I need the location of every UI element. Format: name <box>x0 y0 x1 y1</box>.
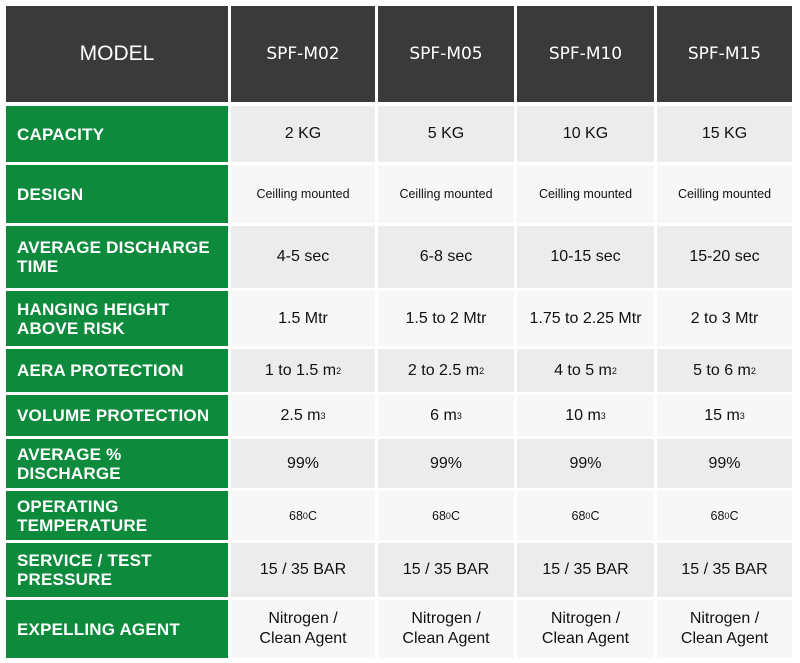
table-cell: 10 m 3 <box>517 395 654 436</box>
model-header-spf-m15: SPF-M15 <box>657 6 792 102</box>
cell-value: 68 <box>571 508 586 523</box>
model-header-spf-m10: SPF-M10 <box>517 6 654 102</box>
table-cell <box>378 291 514 346</box>
row-label-text: DESIGN <box>17 184 84 204</box>
table-cell: 2 to 2.5 m 2 <box>378 349 514 392</box>
table-cell <box>378 165 514 223</box>
cell-value: Nitrogen / Clean Agent <box>402 610 490 647</box>
cell-value: Ceilling mounted <box>538 187 633 201</box>
cell-value: 1.5 Mtr <box>278 309 328 327</box>
table-cell <box>231 439 375 488</box>
table-cell: 68 0 C <box>657 491 792 540</box>
cell-value: 6 m <box>430 406 457 424</box>
cell-value: Nitrogen / Clean Agent <box>541 610 630 647</box>
table-cell <box>657 291 792 346</box>
table-cell: 15 m 3 <box>657 395 792 436</box>
cell-value: 15 m <box>704 406 740 424</box>
model-header-spf-m05: SPF-M05 <box>378 6 514 102</box>
table-cell <box>378 600 514 658</box>
cell-value: Nitrogen / Clean Agent <box>259 610 347 647</box>
table-cell <box>378 543 514 597</box>
table-cell <box>231 106 375 162</box>
table-cell <box>378 106 514 162</box>
table-cell: 1 to 1.5 m 2 <box>231 349 375 392</box>
row-label-text: VOLUME PROTECTION <box>17 406 210 425</box>
row-label <box>6 439 228 488</box>
unit-suffix: C <box>729 508 739 523</box>
row-label <box>6 165 228 223</box>
cell-value: 68 <box>432 508 446 523</box>
cell-value: 2 to 3 Mtr <box>690 309 759 327</box>
row-label-text: AVERAGE % DISCHARGE <box>17 444 122 483</box>
table-cell <box>517 439 654 488</box>
unit-suffix: C <box>450 508 460 523</box>
cell-value: 99% <box>569 454 602 472</box>
unit-suffix: C <box>307 508 317 523</box>
table-cell <box>657 226 792 288</box>
row-label <box>6 349 228 392</box>
cell-value: 99% <box>708 454 741 472</box>
cell-value: 68 <box>289 508 303 523</box>
table-cell <box>231 291 375 346</box>
table-cell: 6 m 3 <box>378 395 514 436</box>
table-cell: 5 to 6 m 2 <box>657 349 792 392</box>
model-header-spf-m02: SPF-M02 <box>231 6 375 102</box>
row-label <box>6 491 228 540</box>
table-cell <box>657 600 792 658</box>
table-cell: 2.5 m 3 <box>231 395 375 436</box>
table-cell <box>657 439 792 488</box>
cell-value: 6-8 sec <box>419 248 473 265</box>
row-label-text: CAPACITY <box>17 124 105 144</box>
cell-value: 99% <box>429 454 463 472</box>
row-label <box>6 291 228 346</box>
cell-value: Ceilling mounted <box>256 187 350 201</box>
unit-suffix: C <box>590 508 600 523</box>
table-cell: 68 0 C <box>517 491 654 540</box>
table-cell <box>378 226 514 288</box>
cell-value: 10-15 sec <box>550 248 621 265</box>
table-cell: 68 0 C <box>378 491 514 540</box>
cell-value: 1 to 1.5 m <box>264 361 337 379</box>
table-cell <box>378 439 514 488</box>
cell-value: 99% <box>286 454 320 472</box>
model-header: MODEL <box>6 6 228 102</box>
cell-value: Ceilling mounted <box>677 187 772 201</box>
cell-value: 2 KG <box>284 125 322 142</box>
row-label-text: AERA PROTECTION <box>17 361 184 380</box>
row-label-text: SERVICE / TEST PRESSURE <box>17 551 152 589</box>
table-cell <box>657 543 792 597</box>
row-label <box>6 600 228 658</box>
table-cell <box>517 165 654 223</box>
table-cell <box>231 543 375 597</box>
row-label-text: OPERATING TEMPERATURE <box>17 496 148 535</box>
row-label <box>6 543 228 597</box>
spec-table <box>6 6 792 658</box>
row-label-text: AVERAGE DISCHARGE TIME <box>17 238 210 276</box>
table-cell <box>517 226 654 288</box>
cell-value: 1.75 to 2.25 Mtr <box>529 309 642 327</box>
table-cell <box>231 165 375 223</box>
cell-value: 15 / 35 BAR <box>542 561 629 578</box>
row-label <box>6 106 228 162</box>
cell-value: 15 / 35 BAR <box>681 561 768 578</box>
cell-value: 68 <box>710 508 725 523</box>
table-cell <box>517 600 654 658</box>
table-cell <box>657 106 792 162</box>
cell-value: 15-20 sec <box>689 248 760 265</box>
cell-value: 15 / 35 BAR <box>402 561 490 578</box>
cell-value: 2.5 m <box>280 406 321 424</box>
cell-value: 15 / 35 BAR <box>259 561 347 578</box>
row-label <box>6 226 228 288</box>
cell-value: 15 KG <box>701 125 748 142</box>
table-cell <box>231 600 375 658</box>
table-cell <box>517 543 654 597</box>
cell-value: 5 to 6 m <box>693 361 751 379</box>
cell-value: 10 m <box>565 406 601 424</box>
cell-value: 2 to 2.5 m <box>407 361 480 379</box>
cell-value: 4-5 sec <box>276 248 330 265</box>
row-label-text: EXPELLING AGENT <box>17 619 180 639</box>
table-cell <box>657 165 792 223</box>
cell-value: 4 to 5 m <box>554 361 612 379</box>
table-cell <box>517 106 654 162</box>
table-cell: 4 to 5 m 2 <box>517 349 654 392</box>
cell-value: 10 KG <box>562 125 609 142</box>
table-cell <box>517 291 654 346</box>
cell-value: 1.5 to 2 Mtr <box>405 309 487 327</box>
row-label <box>6 395 228 436</box>
cell-value: Ceilling mounted <box>399 187 493 201</box>
cell-value: Nitrogen / Clean Agent <box>680 610 769 647</box>
table-cell: 68 0 C <box>231 491 375 540</box>
row-label-text: HANGING HEIGHT ABOVE RISK <box>17 299 170 338</box>
cell-value: 5 KG <box>427 125 465 142</box>
table-cell <box>231 226 375 288</box>
